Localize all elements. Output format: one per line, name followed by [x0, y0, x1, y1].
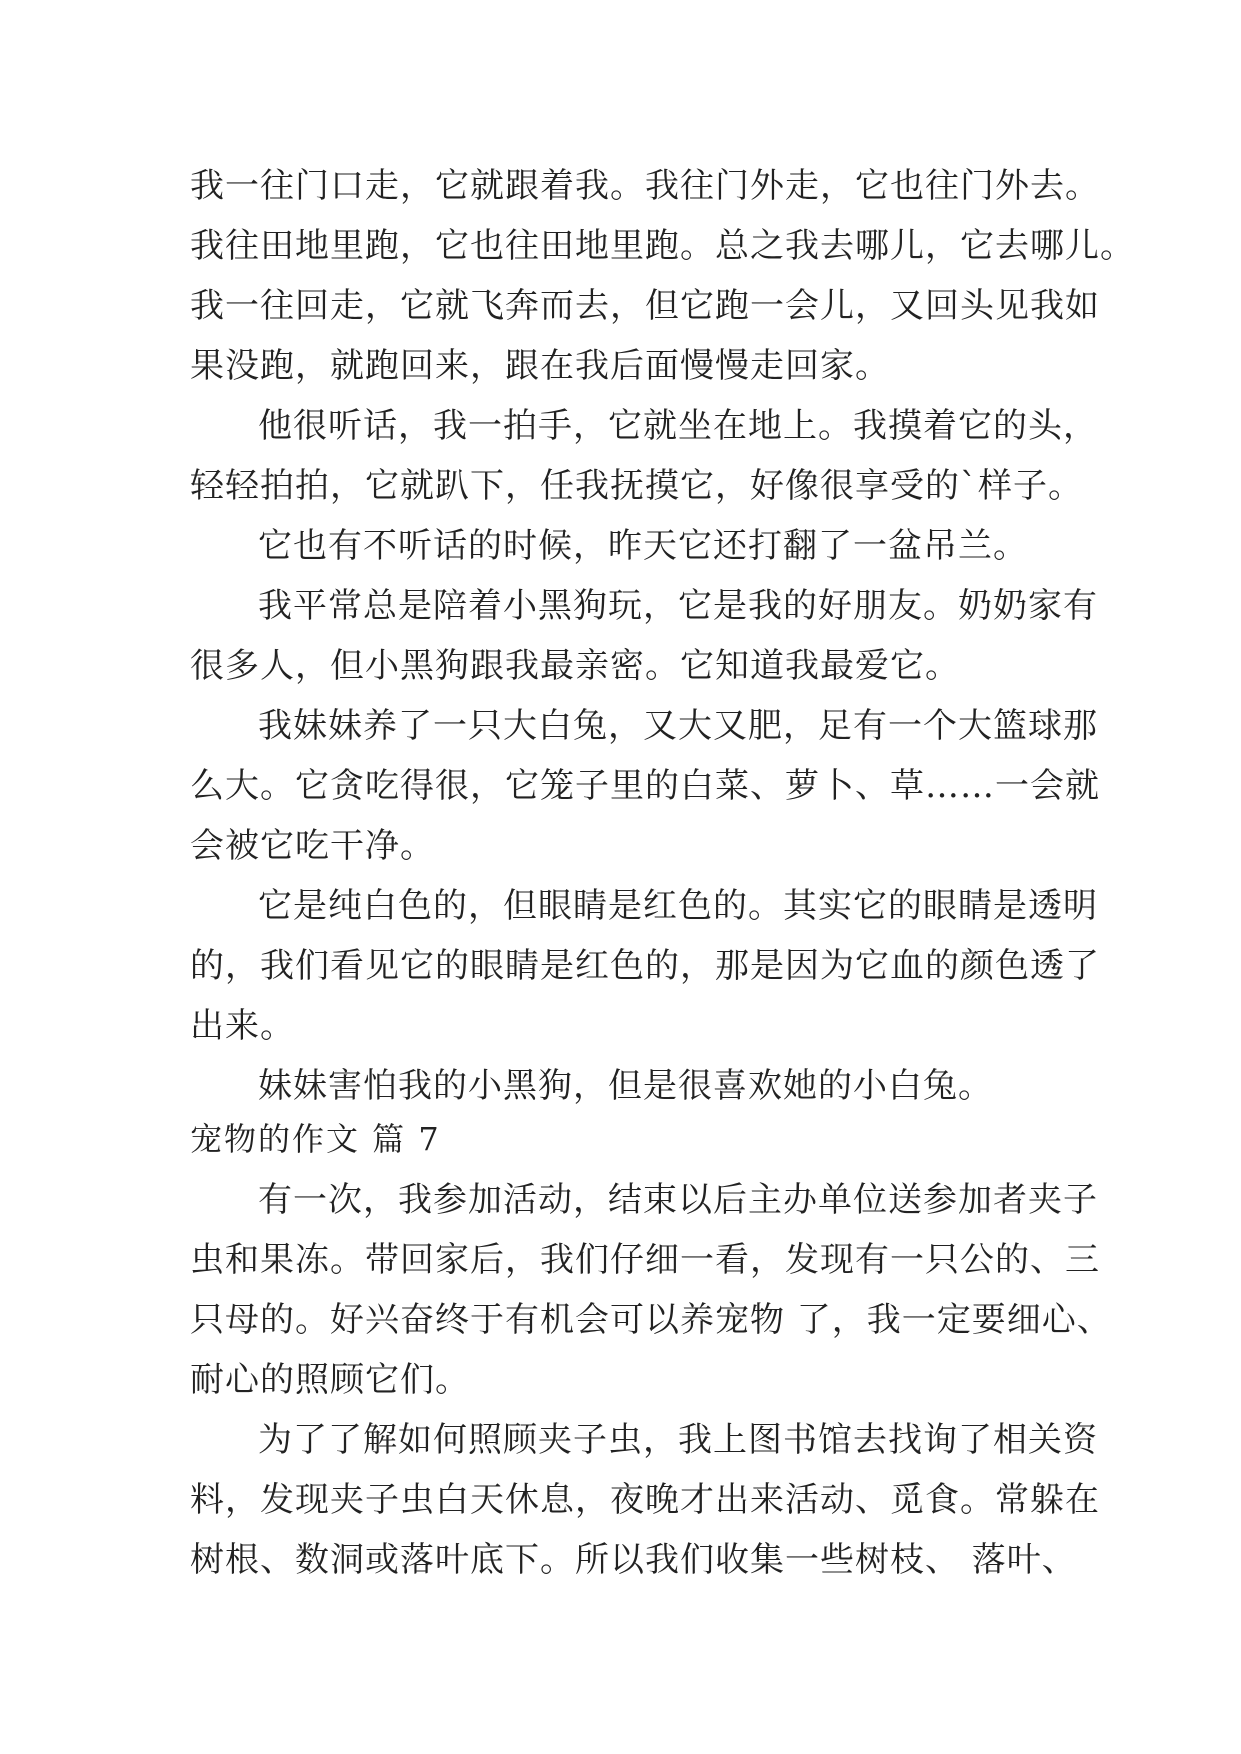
text-line: 的，我们看见它的眼睛是红色的，那是因为它血的颜色透了 — [190, 946, 1100, 986]
text-line: 会被它吃干净。 — [190, 826, 435, 866]
text-line: 我平常总是陪着小黑狗玩，它是我的好朋友。奶奶家有 — [258, 586, 1098, 626]
text-line: 出来。 — [190, 1006, 295, 1046]
text-line: 我妹妹养了一只大白兔，又大又肥，足有一个大篮球那 — [258, 706, 1098, 746]
text-line: 为了了解如何照顾夹子虫，我上图书馆去找询了相关资 — [258, 1420, 1098, 1460]
text-line: 我一往门口走，它就跟着我。我往门外走，它也往门外去。 — [190, 166, 1100, 206]
section-heading: 宠物的作文 篇 7 — [190, 1120, 441, 1158]
text-line: 耐心的照顾它们。 — [190, 1360, 470, 1400]
text-line: 妹妹害怕我的小黑狗，但是很喜欢她的小白兔。 — [258, 1066, 993, 1106]
text-line: 有一次，我参加活动，结束以后主办单位送参加者夹子 — [258, 1180, 1098, 1220]
text-line: 虫和果冻。带回家后，我们仔细一看，发现有一只公的、三 — [190, 1240, 1100, 1280]
text-line: 料，发现夹子虫白天休息，夜晚才出来活动、觅食。常躲在 — [190, 1480, 1100, 1520]
text-line: 只母的。好兴奋终于有机会可以养宠物 了，我一定要细心、 — [190, 1300, 1112, 1340]
text-line: 轻轻拍拍，它就趴下，任我抚摸它，好像很享受的`样子。 — [190, 466, 1083, 506]
text-line: 我往田地里跑，它也往田地里跑。总之我去哪儿，它去哪儿。 — [190, 226, 1135, 266]
text-line: 很多人，但小黑狗跟我最亲密。它知道我最爱它。 — [190, 646, 960, 686]
text-line: 树根、数洞或落叶底下。所以我们收集一些树枝、 落叶、 — [190, 1540, 1077, 1580]
text-line: 他很听话，我一拍手，它就坐在地上。我摸着它的头， — [258, 406, 1098, 446]
text-line: 它是纯白色的，但眼睛是红色的。其实它的眼睛是透明 — [258, 886, 1098, 926]
text-line: 果没跑，就跑回来，跟在我后面慢慢走回家。 — [190, 346, 890, 386]
text-line: 我一往回走，它就飞奔而去，但它跑一会儿，又回头见我如 — [190, 286, 1100, 326]
text-line: 它也有不听话的时候，昨天它还打翻了一盆吊兰。 — [258, 526, 1028, 566]
text-line: 么大。它贪吃得很，它笼子里的白菜、萝卜、草……一会就 — [190, 766, 1100, 806]
